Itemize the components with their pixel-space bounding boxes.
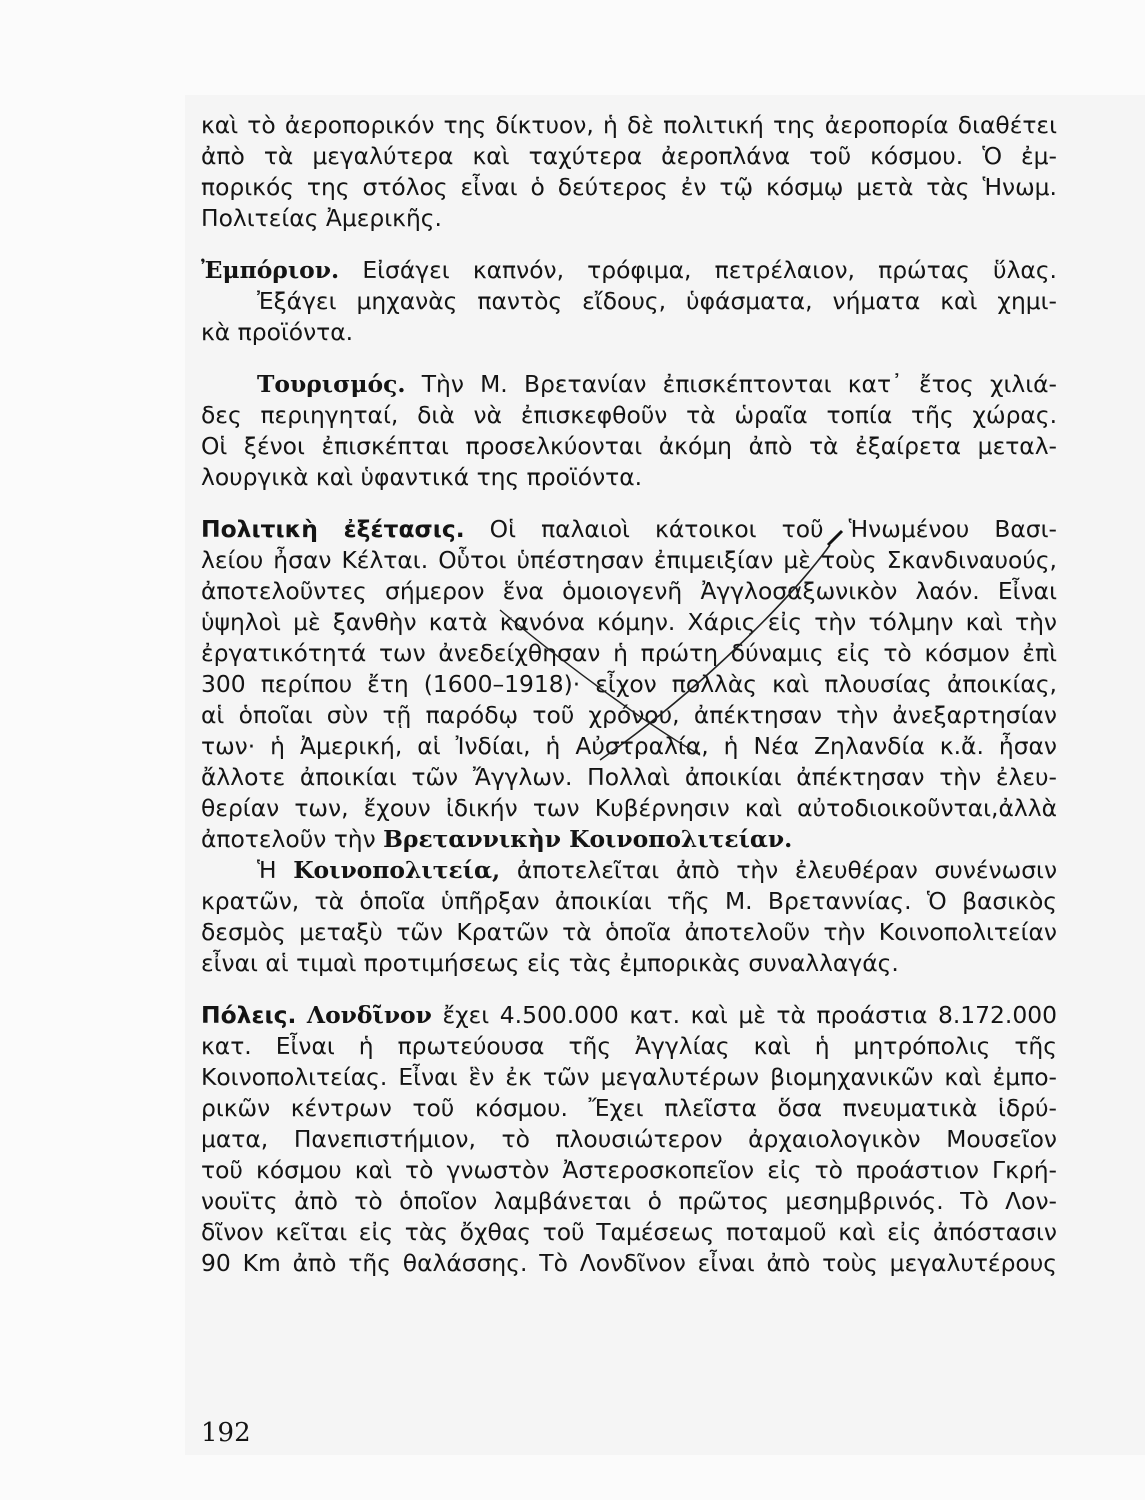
text-line: ρικῶν κέντρων τοῦ κόσμου. Ἔχει πλεῖστα ὅσα πνευματικὰ ἱδρύ-: [201, 1094, 1057, 1122]
subheading-london: Λονδῖνον: [306, 1001, 432, 1029]
text-line: τοῦ κόσμου καὶ τὸ γνωστὸν Ἀστεροσκοπεῖον εἰς τὸ προάστιον Γκρή-: [201, 1156, 1057, 1184]
text-line: ὑψηλοὶ μὲ ξανθὴν κατὰ κανόνα κόμην. Χάρις εἰς τὴν τόλμην καὶ τὴν: [201, 608, 1057, 636]
text-line: αἱ ὁποῖαι σὺν τῇ παρόδῳ τοῦ χρόνου, ἀπέκτησαν τὴν ἀνεξαρτησίαν: [201, 701, 1057, 729]
text-line: Ἐξάγει μηχανὰς παντὸς εἴδους, ὑφάσματα, νήματα καὶ χημι-: [257, 287, 1057, 315]
text-line: δεσμὸς μεταξὺ τῶν Κρατῶν τὰ ὁποῖα ἀποτελοῦν τὴν Κοινοπολιτείαν: [201, 918, 1057, 946]
pen-stroke: [828, 531, 842, 545]
section-heading-cities: Πόλεις.: [201, 1001, 297, 1029]
text-span: ἀποτελοῦν τὴν: [201, 825, 376, 853]
text-line: Κοινοπολιτείας. Εἶναι ἓν ἐκ τῶν μεγαλυτέρων βιομηχανικῶν καὶ ἐμπο-: [201, 1063, 1057, 1091]
text-line: καὶ τὸ ἀεροπορικόν της δίκτυον, ἡ δὲ πολιτική της ἀεροπορία διαθέτει: [201, 111, 1057, 139]
text-line: Πολιτείας Ἀμερικῆς.: [201, 204, 442, 232]
text-span: Ἡ: [257, 856, 277, 884]
text-span: ἀποτελεῖται ἀπὸ τὴν ἐλευθέραν συνένωσιν: [516, 856, 1058, 884]
text-line: ἀποτελοῦντες σήμερον ἕνα ὁμοιογενῆ Ἀγγλοσαξωνικὸν λαόν. Εἶναι: [201, 577, 1057, 605]
text-line: 90 Km ἀπὸ τῆς θαλάσσης. Τὸ Λονδῖνον εἶναι ἀπὸ τοὺς μεγαλυτέρους: [201, 1249, 1057, 1277]
text-line: νουϊτς ἀπὸ τὸ ὁποῖον λαμβάνεται ὁ πρῶτος μεσημβρινός. Τὸ Λον-: [201, 1187, 1057, 1215]
text-line: ἐργατικότητά των ἀνεδείχθησαν ἡ πρώτη δύναμις εἰς τὸ κόσμον ἐπὶ: [201, 639, 1057, 667]
text-line: ματα, Πανεπιστήμιον, τὸ πλουσιώτερον ἀρχαιολογικὸν Μουσεῖον: [201, 1125, 1057, 1153]
section-heading-political: Πολιτικὴ ἐξέτασις.: [201, 515, 465, 543]
text-span: Τὴν Μ. Βρετανίαν ἐπισκέπτονται κατ᾽ ἔτος χιλιά-: [421, 370, 1057, 398]
text-line: Οἱ ξένοι ἐπισκέπται προσελκύονται ἀκόμη ἀπὸ τὰ ἐξαίρετα μεταλ-: [201, 432, 1057, 460]
text-line: ἀπὸ τὰ μεγαλύτερα καὶ ταχύτερα ἀεροπλάνα τοῦ κόσμου. Ὁ ἐμ-: [201, 142, 1057, 170]
text-line: δες περιηγηταί, διὰ νὰ ἐπισκεφθοῦν τὰ ὡραῖα τοπία τῆς χώρας.: [201, 401, 1057, 429]
page-number: 192: [201, 1418, 251, 1448]
text-line: 300 περίπου ἔτη (1600–1918)· εἶχον πολλὰς καὶ πλουσίας ἀποικίας,: [201, 670, 1057, 698]
text-line: θερίαν των, ἔχουν ἰδικήν των Κυβέρνησιν καὶ αὐτοδιοικοῦνται,ἀλλὰ: [201, 794, 1057, 822]
text-line: δῖνον κεῖται εἰς τὰς ὄχθας τοῦ Ταμέσεως ποταμοῦ καὶ εἰς ἀπόστασιν: [201, 1218, 1057, 1246]
text-line: κὰ προϊόντα.: [201, 318, 354, 346]
text-line: των· ἡ Ἀμερική, αἱ Ἰνδίαι, ἡ Αὐστραλία, ἡ Νέα Ζηλανδία κ.ἄ. ἦσαν: [201, 732, 1057, 760]
commonwealth-phrase: Βρεταννικὴν Κοινοπολιτείαν.: [383, 825, 793, 853]
pen-stroke: [500, 610, 700, 755]
section-heading-commonwealth: Κοινοπολιτεία,: [293, 856, 501, 884]
text-line: κρατῶν, τὰ ὁποῖα ὑπῆρξαν ἀποικίαι τῆς Μ. Βρεταννίας. Ὁ βασικὸς: [201, 887, 1057, 915]
text-line: κατ. Εἶναι ἡ πρωτεύουσα τῆς Ἀγγλίας καὶ ἡ μητρόπολις τῆς: [201, 1032, 1057, 1060]
text-line: λουργικὰ καὶ ὑφαντικά της προϊόντα.: [201, 463, 643, 491]
text-line: πορικός της στόλος εἶναι ὁ δεύτερος ἐν τῷ κόσμῳ μετὰ τὰς Ἡνωμ.: [201, 173, 1057, 201]
section-heading-tourism: Τουρισμός.: [257, 370, 406, 398]
text-line: εἶναι αἱ τιμαὶ προτιμήσεως εἰς τὰς ἐμπορικὰς συναλλαγάς.: [201, 949, 899, 977]
pen-stroke: [600, 545, 830, 760]
text-span: ἔχει 4.500.000 κατ. καὶ μὲ τὰ προάστια 8.172.000: [442, 1001, 1058, 1029]
section-heading-emporion: Ἐμπόριον.: [201, 256, 340, 284]
text-line: ἄλλοτε ἀποικίαι τῶν Ἄγγλων. Πολλαὶ ἀποικίαι ἀπέκτησαν τὴν ἐλευ-: [201, 763, 1057, 791]
text-span: Οἱ παλαιοὶ κάτοικοι τοῦ Ἡνωμένου Βασι-: [489, 515, 1057, 543]
text-line: λείου ἦσαν Κέλται. Οὗτοι ὑπέστησαν ἐπιμειξίαν μὲ τοὺς Σκανδιναυούς,: [201, 546, 1057, 574]
text-span: Εἰσάγει καπνόν, τρόφιμα, πετρέλαιον, πρώτας ὕλας.: [362, 256, 1057, 284]
